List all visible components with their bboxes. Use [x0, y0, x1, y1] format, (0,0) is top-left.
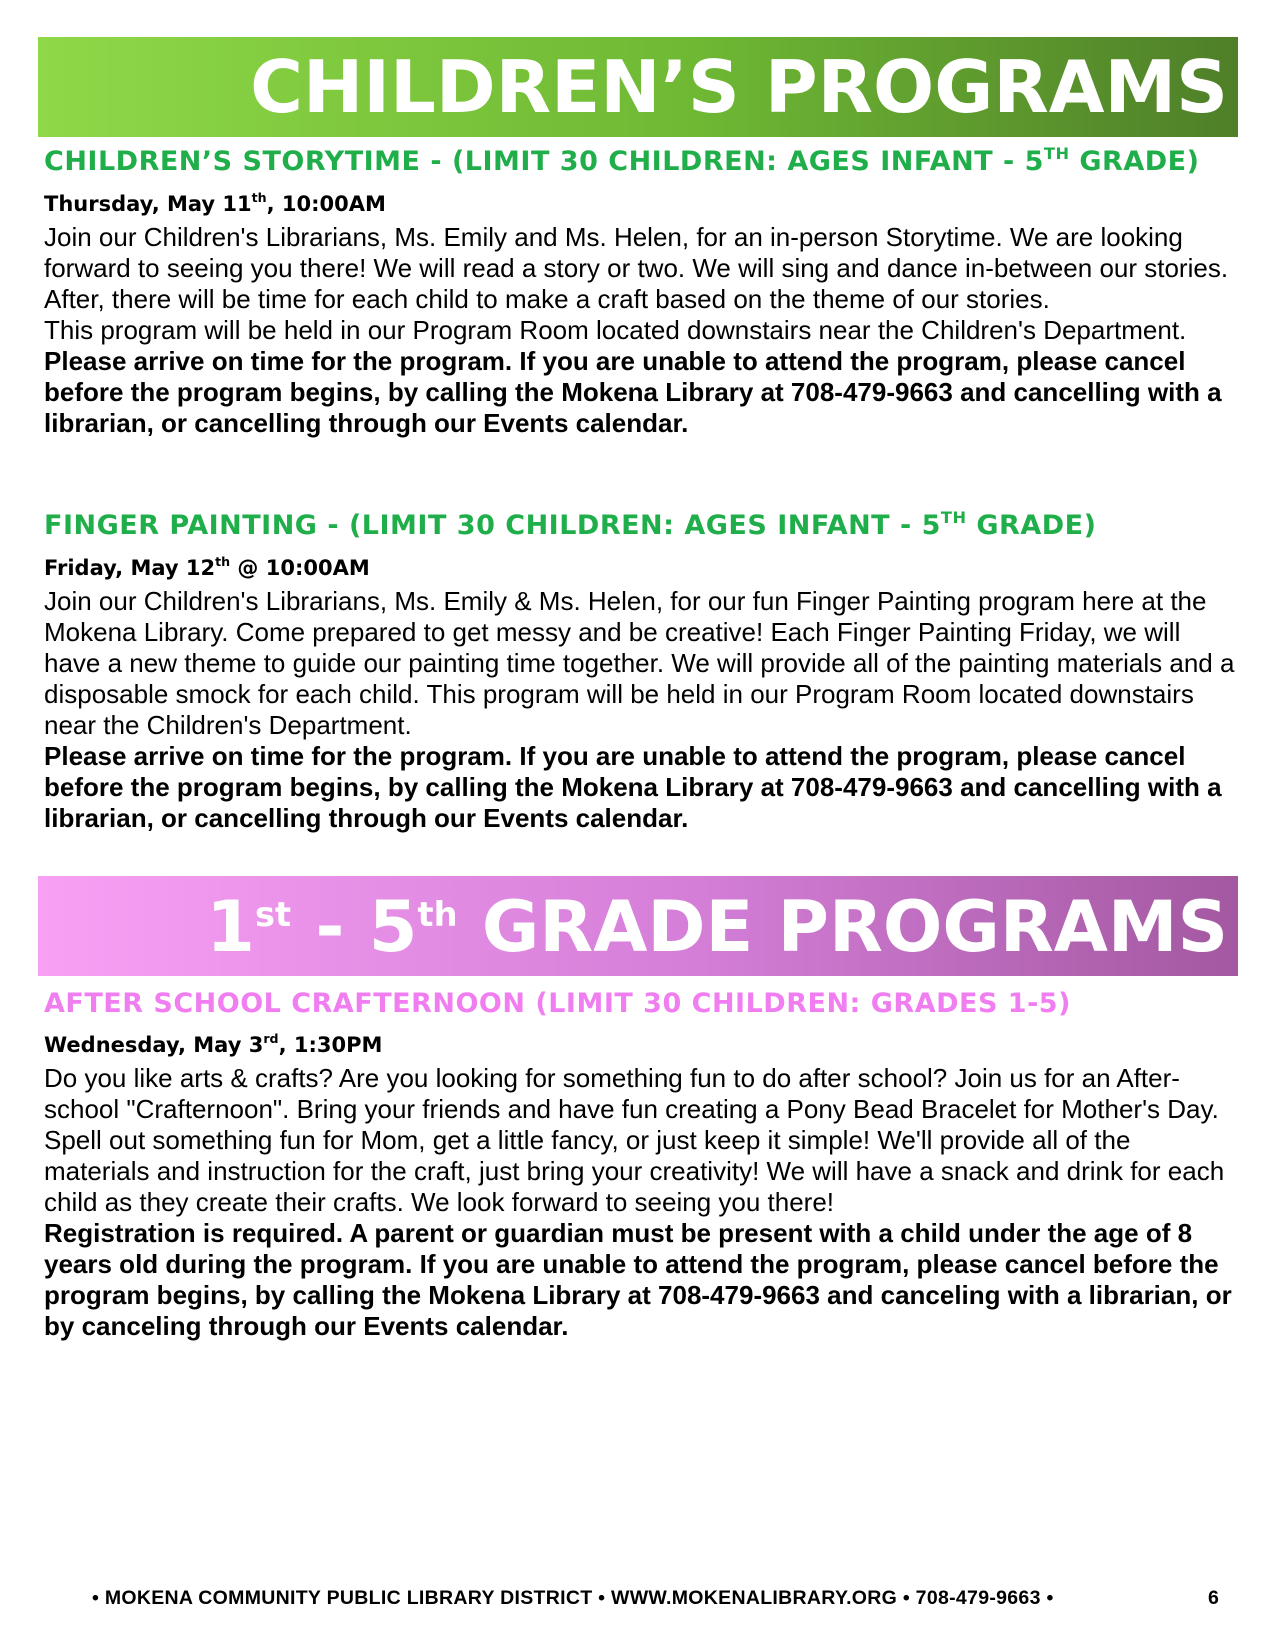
finger-painting-notice: Please arrive on time for the program. If you are unable to attend the program, please cancel before the program begins, by calling the Mokena Library at 708-479-9663 and cancelling with a librarian, or cancelling through our Events calendar. — [44, 741, 1222, 833]
finger-painting-paragraph: Join our Children's Librarians, Ms. Emily & Ms. Helen, for our fun Finger Painting program here at the Mokena Library. Come prepared to get messy and be creative! Each Finger Painting Friday, we will have a new theme to guide our painting time together. We will provide all of the painting materials and a disposable smock for each child. This program will be held in our Program Room located downstairs near the Children's Department. — [44, 586, 1235, 740]
crafternoon-description — [44, 1063, 1239, 1342]
page-number: 6 — [1208, 1587, 1219, 1609]
finger-painting-description — [44, 586, 1239, 834]
grade-programs-banner: 1st - 5th GRADE PROGRAMS — [38, 876, 1238, 976]
childrens-programs-banner — [38, 37, 1238, 137]
crafternoon-date: Wednesday, May 3rd, 1:30PM — [44, 1031, 383, 1057]
crafternoon-paragraph: Do you like arts & crafts? Are you looking for something fun to do after school? Join us for an After-school "Crafternoon". Bring your friends and have fun creating a Pony Bead Bracelet for Mother's Day. Spell out something fun for Mom, get a little fancy, or just keep it simple! We'll provide all of the materials and instruction for the craft, just bring your creativity! We will have a snack and drink for each child as they create their crafts. We look forward to seeing you there! — [44, 1063, 1225, 1217]
finger-painting-date: Friday, May 12th @ 10:00AM — [44, 554, 370, 580]
crafternoon-notice: Registration is required. A parent or guardian must be present with a child under the age of 8 years old during the program. If you are unable to attend the program, please cancel before the program begins, by calling the Mokena Library at 708-479-9663 and canceling with a librarian, or by canceling through our Events calendar. — [44, 1218, 1232, 1341]
footer-info: • MOKENA COMMUNITY PUBLIC LIBRARY DISTRICT • WWW.MOKENALIBRARY.ORG • 708-479-9663 • — [92, 1587, 1054, 1609]
storytime-date: Thursday, May 11th, 10:00AM — [44, 190, 386, 216]
finger-painting-heading: FINGER PAINTING - (LIMIT 30 CHILDREN: AGES INFANT - 5TH GRADE) — [44, 507, 1097, 541]
storytime-description — [44, 222, 1239, 439]
crafternoon-heading: AFTER SCHOOL CRAFTERNOON (LIMIT 30 CHILDREN: GRADES 1-5) — [44, 988, 1071, 1019]
storytime-heading: CHILDREN’S STORYTIME - (LIMIT 30 CHILDREN: AGES INFANT - 5TH GRADE) — [44, 143, 1200, 177]
storytime-paragraph: Join our Children's Librarians, Ms. Emily and Ms. Helen, for an in-person Storytime. We are looking forward to seeing you there! We will read a story or two. We will sing and dance in-between our stories. After, there will be time for each child to make a craft based on the theme of our stories. — [44, 222, 1229, 314]
storytime-location-paragraph: This program will be held in our Program Room located downstairs near the Children's Department. Please arrive on time for the program. If you are unable to attend the program, please cancel before the program begins, by calling the Mokena Library at 708-479-9663 and cancelling with a librarian, or cancelling through our Events calendar. — [44, 315, 1222, 438]
banner-title: CHILDREN’S PROGRAMS — [250, 45, 1228, 129]
